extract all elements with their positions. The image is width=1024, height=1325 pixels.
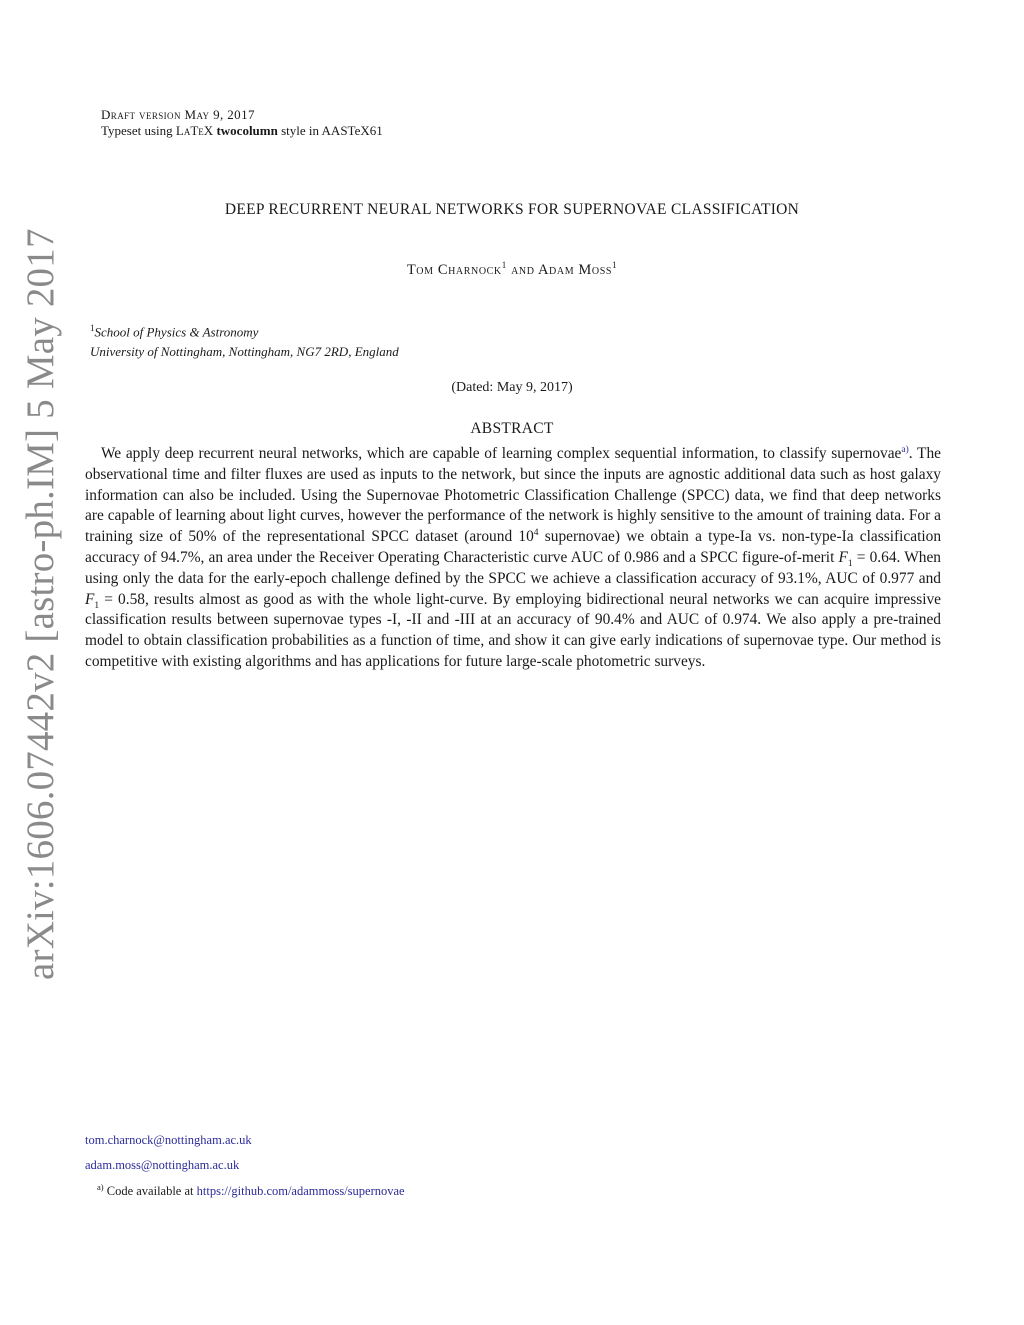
typeset-suffix: style in AASTeX61	[277, 123, 383, 138]
author-line	[0, 260, 1024, 279]
author-joiner: and	[506, 261, 538, 278]
footnote	[97, 1182, 405, 1199]
affiliation-school: School of Physics & Astronomy	[94, 324, 259, 340]
abstract-heading: ABSTRACT	[470, 420, 554, 437]
abstract-body	[85, 444, 941, 673]
footnote-mark: a)	[97, 1182, 104, 1192]
affiliation-line-1	[90, 323, 258, 340]
abstract-text: = 0.58, results almost as good as with the whole light-curve. By employing bidirectional neural networks we can acquire impressive classification results between supernovae types -I, -II and -III at an accuracy of 90.4% and AUC of 0.974. We also apply a pre-trained model to obtain classification probabilities as a function of time, and show it can give early indications of supernovae type. Our method is competitive with existing algorithms and has applications for future large-scale photometric surveys.	[85, 590, 941, 670]
github-link[interactable]: https://github.com/adammoss/supernovae	[196, 1184, 405, 1199]
math-subscript: 1	[847, 559, 853, 570]
footnote-text: Code available at	[103, 1184, 197, 1199]
math-subscript: 1	[94, 600, 100, 611]
abstract-text: . The observational time and filter fluxes are used as inputs to the network, but since the inputs are agnostic additional data such as host galaxy information can also be included. Using the Supernovae Photometric Classification Challenge (SPCC) data, we find that deep networks are capable of learning about light curves, however the performance of the network is highly sensitive to the amount of training data. For a training size of 50% of the representational SPCC dataset (around 10	[85, 445, 941, 546]
author-name: Adam Moss	[537, 261, 613, 278]
footnote-ref-link[interactable]: a)	[901, 444, 909, 455]
affiliation-mark: 1	[90, 323, 95, 333]
email-link[interactable]: adam.moss@nottingham.ac.uk	[85, 1158, 240, 1172]
draft-version-line: Draft version May 9, 2017	[101, 107, 255, 122]
affiliation-line-2: University of Nottingham, Nottingham, NG7 2RD, England	[90, 344, 399, 359]
paper-title: DEEP RECURRENT NEURAL NETWORKS FOR SUPERNOVAE CLASSIFICATION	[224, 201, 800, 218]
math-symbol: F	[838, 548, 848, 566]
dated-line: (Dated: May 9, 2017)	[451, 380, 573, 395]
arxiv-side-stamp	[0, 0, 80, 1325]
email-link[interactable]: tom.charnock@nottingham.ac.uk	[85, 1133, 252, 1147]
abstract-text: We apply deep recurrent neural networks, which are capable of learning complex sequential information, to classify supernovae	[101, 445, 902, 462]
typeset-line	[101, 123, 383, 139]
typeset-style: twocolumn	[216, 123, 278, 138]
abstract-text: supernovae) we obtain a type-Ia vs. non-type-Ia classification accuracy of 94.7%, an area under the Receiver Operating Characteristic curve AUC of 0.986 and a SPCC figure-of-merit	[85, 528, 942, 566]
math-symbol: F	[85, 590, 95, 608]
typeset-prefix: Typeset using	[101, 123, 176, 138]
latex-logo: LaTeX	[175, 123, 214, 138]
exponent: 4	[533, 528, 539, 539]
author-name: Tom Charnock	[406, 261, 502, 278]
author-affil-mark: 1	[501, 260, 507, 270]
arxiv-identifier: arXiv:1606.07442v2 [astro-ph.IM] 5 May 2017	[19, 228, 62, 980]
abstract-text: = 0.64. When using only the data for the early-epoch challenge defined by the SPCC we achieve a classification accuracy of 93.1%, AUC of 0.977 and	[85, 548, 941, 587]
author-affil-mark: 1	[612, 260, 618, 270]
